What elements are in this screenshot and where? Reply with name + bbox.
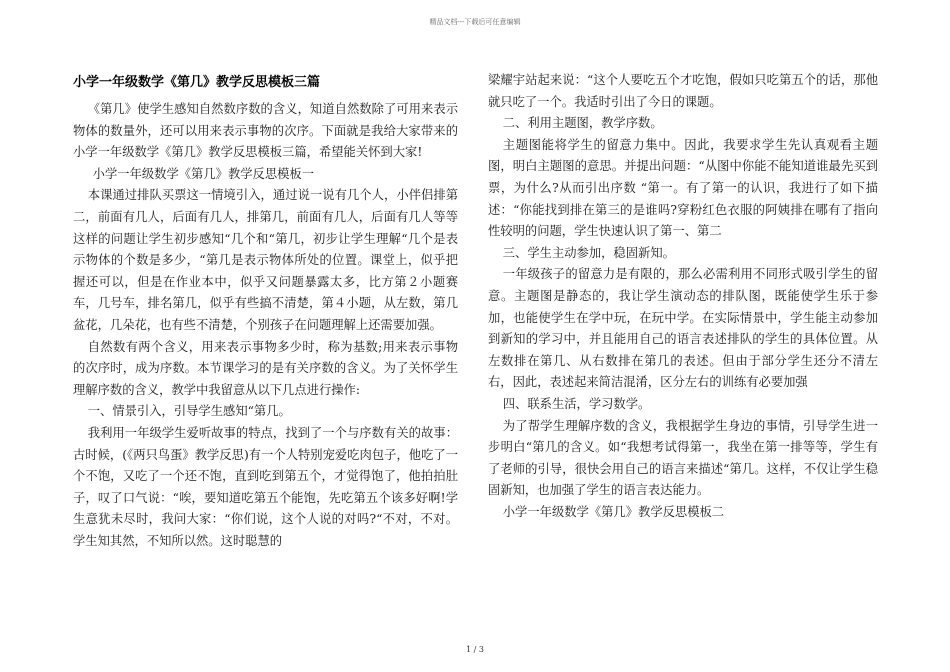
document-title: 小学一年级数学《第几》教学反思模板三篇 [73, 75, 321, 90]
subheading-active-participation: 三、学生主动参加，稳固新知。 [502, 245, 675, 260]
subheading-connect-life: 四、联系生活，学习数学。 [502, 396, 651, 411]
body-paragraph: 我利用一年级学生爱听故事的特点，找到了一个与序数有关的故事：古时候，(《两只鸟蛋》教学反思)有一个人特别宠爱吃肉包子，他吃了一个不饱，又吃了一个还不饱，直到吃到第五个，才觉得饱了，他拍拍肚子，叹了口气说：“唉，要知道吃第五个能饱，先吃第五个该多好啊!学生意犹未尽时，我问大家：“你们说，这个人说的对吗?“不对，不对。学生知其然，不知所以然。这时聪慧的 [73, 425, 458, 548]
continued-paragraph: 梁耀宇站起来说：“这个人要吃五个才吃饱，假如只吃第五个的话，那他就只吃了一个。我适时引出了今日的课题。 [488, 73, 878, 109]
body-paragraph: 一年级孩子的留意力是有限的，那么必需利用不同形式吸引学生的留意。主题图是静态的，我让学生演动态的排队图，既能使学生乐于参加，也能使学生在学中玩，在玩中学。在实际情景中，学生能主动参加到新知的学习中，并且能用自己的语言表述排队的学生的具体位置。从左数排在第几、从右数排在第几的表述。但由于部分学生还分不清左右，因此，表述起来简洁混淆，区分左右的训练有必要加强 [488, 267, 878, 390]
body-paragraph: 本课通过排队买票这一情境引入，通过说一说有几个人，小伴侣排第二，前面有几人，后面有几人，排第几，前面有几人，后面有几人等等这样的问题让学生初步感知“几个和“第几，初步让学生理解“几个是表示物体的个数是多少，“第几是表示物体所处的位置。课堂上，似乎把握还可以，但是在作业本中，似乎又问题暴露太多，比方第２小题赛车，几号车，排名第几，似乎有些搞不清楚，第４小题，从左数，第几盆花，几朵花，也有些不清楚，个别孩子在问题理解上还需要加强。 [73, 188, 458, 332]
subheading-theme-image: 二、利用主题图，教学序数。 [502, 116, 663, 131]
intro-paragraph: 《第几》使学生感知自然数序数的含义，知道自然数除了可用来表示物体的数量外，还可以用来表示事物的次序。下面就是我给大家带来的小学一年级数学《第几》教学反思模板三篇，希望能关怀到大家! [73, 102, 458, 160]
right-column [488, 70, 878, 523]
left-column [73, 70, 458, 552]
section-heading-template-two: 小学一年级数学《第几》教学反思模板二 [502, 504, 725, 519]
subheading-situation-intro: 一、情景引入，引导学生感知“第几。 [87, 404, 291, 419]
body-paragraph: 自然数有两个含义，用来表示事物多少时，称为基数;用来表示事物的次序时，成为序数。本节课学习的是有关序数的含义。为了关怀学生理解序数的含义，教学中我留意从以下几点进行操作: [73, 339, 458, 397]
page-header: 精品文档---下载后可任意编辑 [429, 18, 521, 26]
body-paragraph: 为了帮学生理解序数的含义，我根据学生身边的事情，引导学生进一步明白“第几的含义。如“我想考试得第一，我坐在第一排等等，学生有了老师的引导，很快会用自己的语言来描述“第几。这样，不仅让学生稳固新知，也加强了学生的语言表达能力。 [488, 418, 878, 498]
body-paragraph: 主题图能将学生的留意力集中。因此，我要求学生先认真观看主题图，明白主题图的意思。并提出问题：“从图中你能不能知道谁最先买到票，为什么?从而引出序数 “第一。有了第一的认识，我进行了如下描述：“你能找到排在第三的是谁吗?穿粉红色衣服的阿姨排在哪有了指向性较明的问题，学生快速认识了第一、第二 [488, 137, 878, 239]
section-heading-template-one: 小学一年级数学《第几》教学反思模板一 [92, 166, 315, 181]
page-number: 1 / 3 [466, 645, 484, 654]
